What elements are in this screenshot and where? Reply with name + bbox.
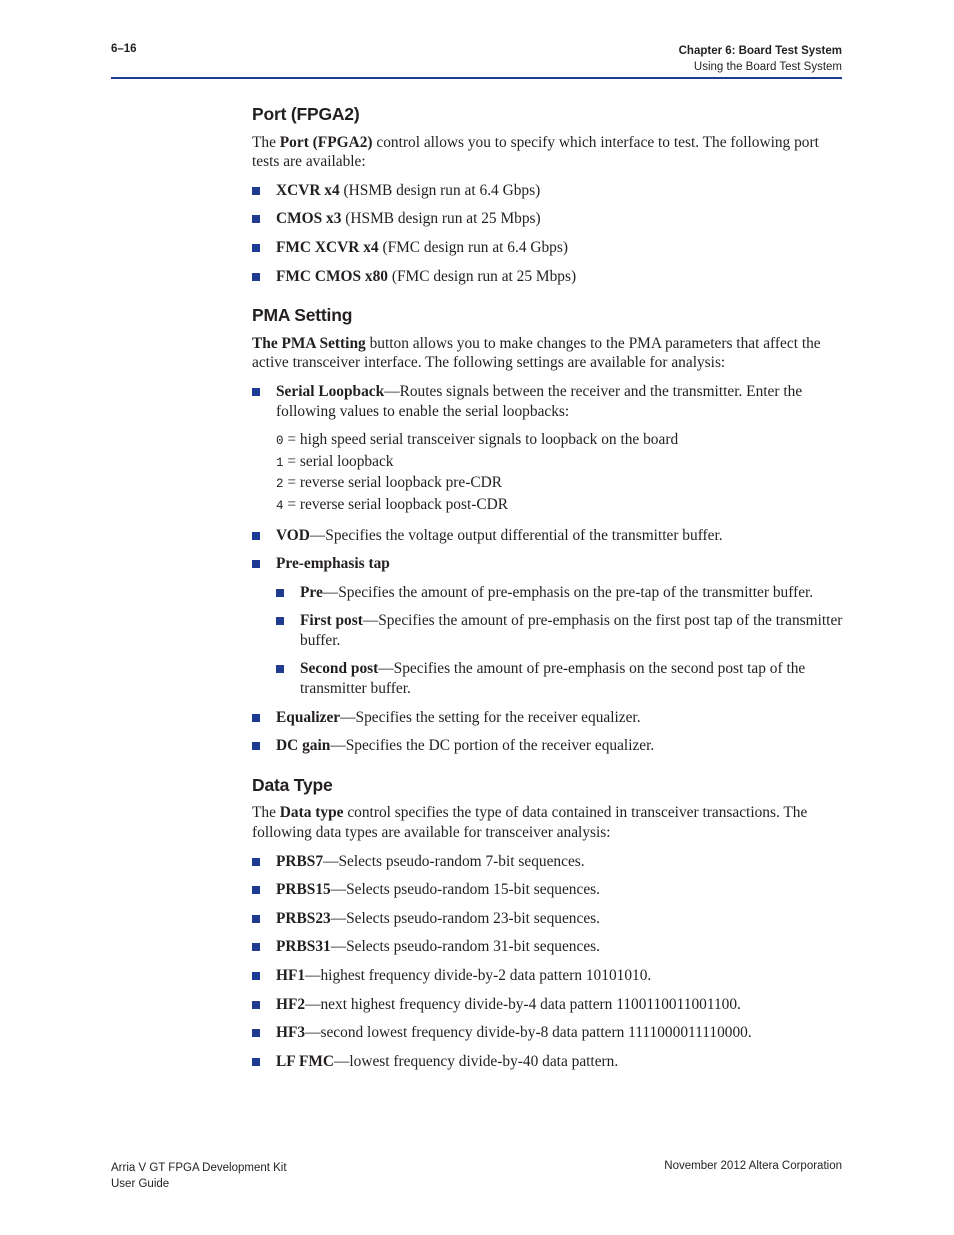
pma-heading: PMA Setting	[252, 305, 353, 326]
running-header	[679, 43, 842, 75]
bullet-icon	[252, 388, 260, 396]
main-content	[252, 105, 847, 1071]
list-item: FMC XCVR x4 (FMC design run at 6.4 Gbps)	[252, 238, 847, 258]
bullet-icon	[252, 1029, 260, 1037]
list-item: VOD—Specifies the voltage output differential of the transmitter buffer.	[252, 526, 847, 546]
loopback-value: 4 = reverse serial loopback post-CDR	[276, 495, 509, 513]
chapter-title: Chapter 6: Board Test System	[678, 45, 842, 57]
bullet-icon	[252, 858, 260, 866]
loopback-values	[276, 430, 847, 516]
list-item: PRBS7—Selects pseudo-random 7-bit sequences.	[252, 852, 847, 872]
list-item: XCVR x4 (HSMB design run at 6.4 Gbps)	[252, 181, 847, 201]
bullet-icon	[276, 617, 284, 625]
list-item: Second post—Specifies the amount of pre-emphasis on the second post tap of the transmitter buffer.	[276, 659, 847, 698]
bullet-icon	[252, 886, 260, 894]
bullet-icon	[252, 1001, 260, 1009]
bullet-icon	[252, 273, 260, 281]
datatype-heading: Data Type	[252, 774, 333, 795]
bullet-icon	[276, 665, 284, 673]
datatype-intro: The Data type control specifies the type of data contained in transceiver transactions. The following data types are available for transceiver analysis:	[252, 804, 808, 842]
datatype-list	[252, 852, 847, 1072]
list-item: Pre—Specifies the amount of pre-emphasis on the pre-tap of the transmitter buffer.	[276, 583, 847, 603]
bullet-icon	[252, 560, 260, 568]
footer-title-line2: User Guide	[111, 1178, 170, 1190]
list-item: Serial Loopback—Routes signals between the receiver and the transmitter. Enter the following values to enable the serial loopbacks: 0 = high speed serial transceiver signals to loopback on the board 1 = serial loopback 2 = reverse serial loopback pre-CDR 4 = reverse serial loopback post-CDR	[252, 382, 847, 517]
list-item: Pre-emphasis tap Pre—Specifies the amount of pre-emphasis on the pre-tap of the transmitter buffer. First post—Specifies the amount of pre-emphasis on the first post tap of the transmitter buffer. Second post—Specifies the amount of pre-emphasis on the second post tap of the transmitter buffer.	[252, 554, 847, 699]
bullet-icon	[252, 1058, 260, 1066]
list-item: First post—Specifies the amount of pre-emphasis on the first post tap of the transmitter buffer.	[276, 611, 847, 650]
bullet-icon	[252, 532, 260, 540]
bullet-icon	[276, 589, 284, 597]
page-number: 6–16	[111, 43, 137, 55]
footer-doc-title	[111, 1160, 287, 1192]
bullet-icon	[252, 943, 260, 951]
list-item: HF3—second lowest frequency divide-by-8 data pattern 1111000011110000.	[252, 1023, 847, 1043]
bullet-icon	[252, 714, 260, 722]
port-intro: The Port (FPGA2) control allows you to specify which interface to test. The following port tests are available:	[252, 133, 819, 171]
list-item: CMOS x3 (HSMB design run at 25 Mbps)	[252, 209, 847, 229]
bullet-icon	[252, 972, 260, 980]
pma-list	[252, 382, 847, 756]
loopback-value: 1 = serial loopback	[276, 452, 394, 470]
list-item: Equalizer—Specifies the setting for the receiver equalizer.	[252, 708, 847, 728]
list-item: DC gain—Specifies the DC portion of the receiver equalizer.	[252, 736, 847, 756]
preemphasis-sublist	[276, 583, 847, 699]
footer-date-company: November 2012 Altera Corporation	[664, 1160, 842, 1172]
list-item: HF2—next highest frequency divide-by-4 data pattern 1100110011001100.	[252, 995, 847, 1015]
list-item: FMC CMOS x80 (FMC design run at 25 Mbps)	[252, 267, 847, 287]
pma-intro: The PMA Setting button allows you to make changes to the PMA parameters that affect the active transceiver interface. The following settings are available for analysis:	[252, 334, 821, 372]
loopback-value: 0 = high speed serial transceiver signals to loopback on the board	[276, 431, 679, 449]
list-item: HF1—highest frequency divide-by-2 data pattern 10101010.	[252, 966, 847, 986]
list-item: PRBS31—Selects pseudo-random 31-bit sequences.	[252, 937, 847, 957]
port-heading: Port (FPGA2)	[252, 104, 360, 124]
header-rule	[111, 77, 842, 79]
bullet-icon	[252, 187, 260, 195]
footer-title-line1: Arria V GT FPGA Development Kit	[111, 1162, 287, 1174]
list-item: PRBS23—Selects pseudo-random 23-bit sequences.	[252, 909, 847, 929]
section-title: Using the Board Test System	[693, 61, 842, 73]
loopback-value: 2 = reverse serial loopback pre-CDR	[276, 474, 503, 492]
bullet-icon	[252, 742, 260, 750]
bullet-icon	[252, 215, 260, 223]
list-item: PRBS15—Selects pseudo-random 15-bit sequences.	[252, 880, 847, 900]
port-list	[252, 181, 847, 286]
bullet-icon	[252, 915, 260, 923]
list-item: LF FMC—lowest frequency divide-by-40 data pattern.	[252, 1052, 847, 1072]
bullet-icon	[252, 244, 260, 252]
